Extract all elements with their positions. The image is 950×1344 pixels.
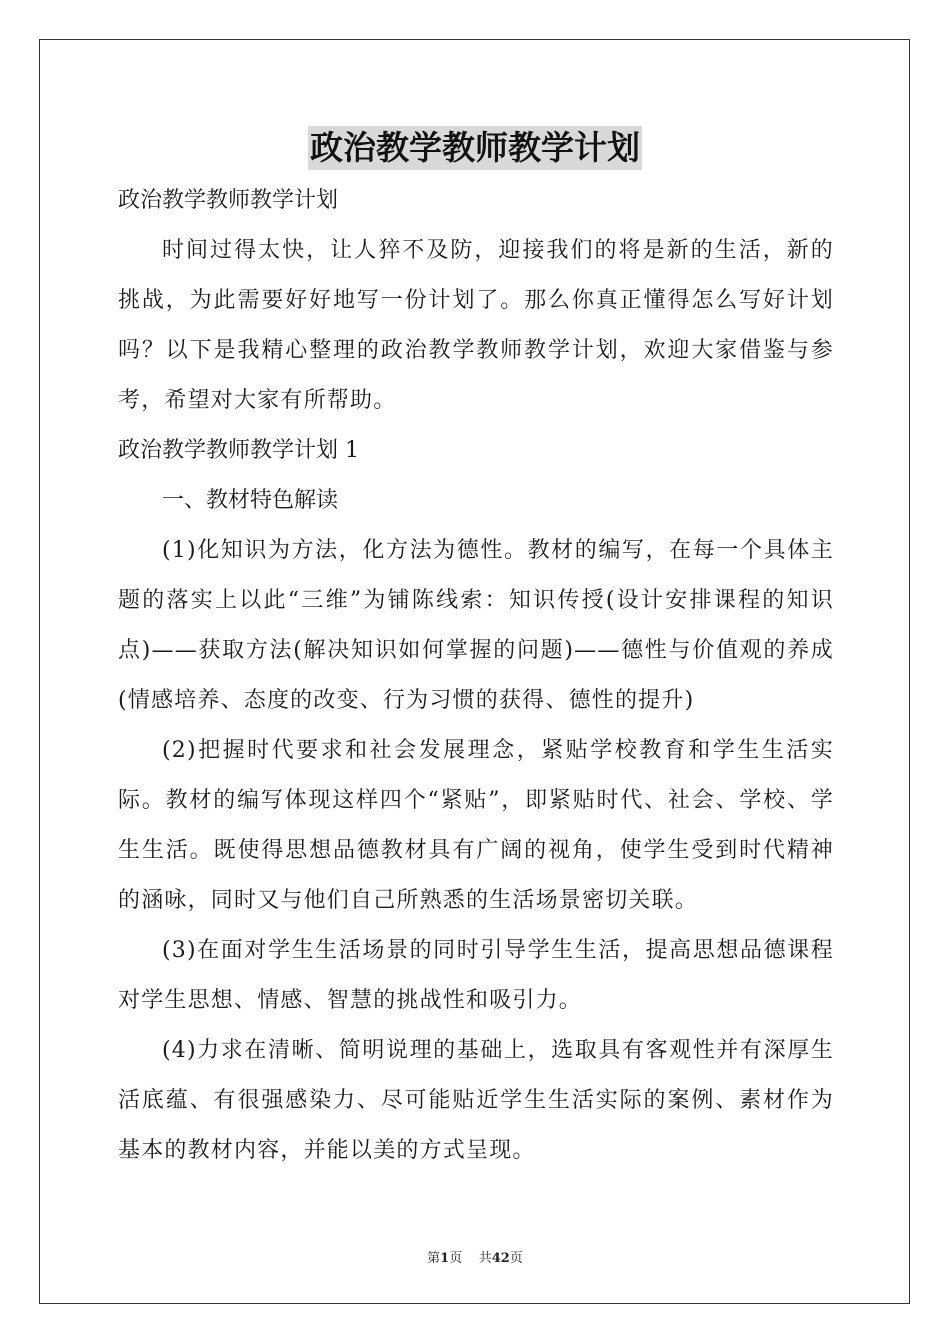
page-number: 1	[440, 1251, 450, 1266]
document-subtitle: 政治教学教师教学计划	[118, 188, 339, 213]
page-footer	[0, 1247, 950, 1266]
total-prefix: 共	[478, 1251, 492, 1266]
total-suffix: 页	[509, 1251, 523, 1266]
page-prefix: 第	[427, 1251, 441, 1266]
body-paragraph-2: (2)把握时代要求和社会发展理念，紧贴学校教育和学生生活实际。教材的编写体现这样四个“紧贴”，即紧贴时代、社会、学校、学生生活。既使得思想品德教材具有广阔的视角，使学生受到时代精神的涵咏，同时又与他们自己所熟悉的生活场景密切关联。	[118, 738, 834, 913]
intro-paragraph: 时间过得太快，让人猝不及防，迎接我们的将是新的生活，新的挑战，为此需要好好地写一份计划了。那么你真正懂得怎么写好计划吗？以下是我精心整理的政治教学教师教学计划，欢迎大家借鉴与参考，希望对大家有所帮助。	[118, 238, 834, 413]
body-paragraph-4: (4)力求在清晰、简明说理的基础上，选取具有客观性并有深厚生活底蕴、有很强感染力、尽可能贴近学生生活实际的案例、素材作为基本的教材内容，并能以美的方式呈现。	[118, 1038, 834, 1163]
document-title: 政治教学教师教学计划	[308, 126, 642, 170]
section-heading: 政治教学教师教学计划 1	[118, 438, 359, 463]
section-title: 一、教材特色解读	[162, 488, 339, 513]
total-pages: 42	[491, 1251, 510, 1266]
page-suffix: 页	[449, 1251, 463, 1266]
document-body	[118, 176, 834, 1176]
title-container	[0, 126, 950, 170]
body-paragraph-3: (3)在面对学生生活场景的同时引导学生生活，提高思想品德课程对学生思想、情感、智慧的挑战性和吸引力。	[118, 938, 834, 1013]
body-paragraph-1: (1)化知识为方法，化方法为德性。教材的编写，在每一个具体主题的落实上以此“三维”为铺陈线索：知识传授(设计安排课程的知识点)——获取方法(解决知识如何掌握的问题)——德性与价值观的养成(情感培养、态度的改变、行为习惯的获得、德性的提升)	[118, 538, 834, 713]
